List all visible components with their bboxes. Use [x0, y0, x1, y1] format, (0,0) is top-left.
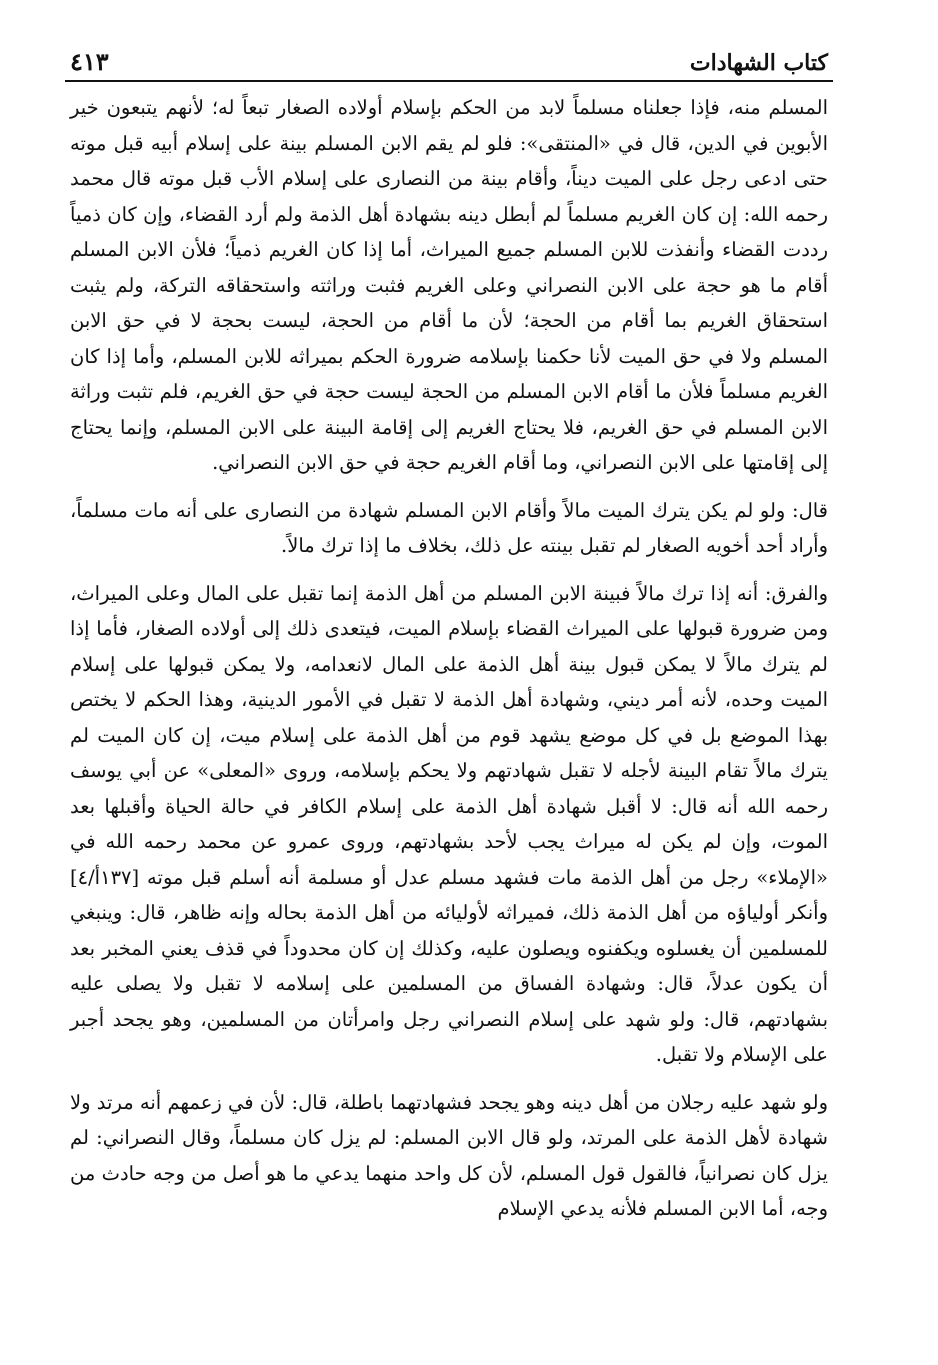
- paragraph-1: المسلم منه، فإذا جعلناه مسلماً لابد من الحكم بإسلام أولاده الصغار تبعاً له؛ لأنهم يتبعون خير الأبوين في الدين، قال في «المنتقى»: فلو لم يقم الابن المسلم بينة على إسلام أبيه قبل موته حتى ادعى رجل على الميت ديناً، وأقام بينة من النصارى على إسلام الأب قبل موته قال محمد رحمه الله: إن كان الغريم مسلماً لم أبطل دينه بشهادة أهل الذمة ولم أرد القضاء، وإن كان ذمياً رددت القضاء وأنفذت للابن المسلم جميع الميراث، أما إذا كان الغريم ذمياً؛ فلأن الابن المسلم أقام ما هو حجة على الابن النصراني وعلى الغريم فثبت وراثته واستحقاقه التركة، ولم يثبت استحقاق الغريم بما أقام من الحجة؛ لأن ما أقام من الحجة، ليست بحجة لا في حق الابن المسلم ولا في حق الميت لأنا حكمنا بإسلامه ضرورة الحكم بميراثه للابن المسلم، وأما إذا كان الغريم مسلماً فلأن ما أقام الابن المسلم من الحجة ليست حجة في حق الغريم، فلم تثبت وراثة الابن المسلم في حق الغريم، فلا يحتاج الغريم إلى إقامة البينة على الابن المسلم، وإنما يحتاج إلى إقامتها على الابن النصراني، وما أقام الغريم حجة في حق الابن النصراني.: [70, 96, 828, 474]
- page-number: ٤١٣: [70, 47, 109, 76]
- page-header: [65, 34, 833, 82]
- book-page: [70, 34, 828, 1355]
- running-title: كتاب الشهادات: [689, 50, 828, 76]
- paragraph-2: قال: ولو لم يكن يترك الميت مالاً وأقام الابن المسلم شهادة من النصارى على أنه مات مسلماً، وأراد أحد أخويه الصغار لم تقبل بينته عل ذلك، بخلاف ما إذا ترك مالاً.: [70, 498, 828, 557]
- paragraph-3: والفرق: أنه إذا ترك مالاً فبينة الابن المسلم من أهل الذمة إنما تقبل على المال وعلى الميراث، ومن ضرورة قبولها على الميراث القضاء بإسلام الميت، فيتعدى ذلك إلى أولاده الصغار، فأما إذا لم يترك مالاً لا يمكن قبول بينة أهل الذمة على المال لانعدامه، ولا يمكن قبولها على إسلام الميت وحده، لأنه أمر ديني، وشهادة أهل الذمة لا تقبل في الأمور الدينية، وهذا الحكم لا يختص بهذا الموضع بل في كل موضع يشهد قوم من أهل الذمة على إسلام ميت، إن كان الميت لم يترك مالاً تقام البينة لأجله لا تقبل شهادتهم ولا يحكم بإسلامه، وروى «المعلى» عن أبي يوسف رحمه الله أنه قال: لا أقبل شهادة أهل الذمة على إسلام الكافر في حالة الحياة وأقبلها بعد الموت، وإن لم يكن له ميراث يجب لأحد بشهادتهم، وروى عمرو عن محمد رحمه الله في «الإملاء» رجل من أهل الذمة مات فشهد مسلم عدل أو مسلمة أنه أسلم قبل موته [١٣٧أ/٤] وأنكر أولياؤه من أهل الذمة ذلك، فميراثه لأوليائه من أهل الذمة بحاله وإنه ظاهر، قال: وينبغي للمسلمين أن يغسلوه ويكفنوه ويصلون عليه، وكذلك إن كان محدوداً في قذف يعني المخبر بعد أن يكون عدلاً، قال: وشهادة الفساق من المسلمين على إسلامه لا تقبل ولا يصلى عليه بشهادتهم، قال: ولو شهد على إسلام النصراني رجل وامرأتان من المسلمين، وهو يجحد أجبر على الإسلام ولا تقبل.: [70, 581, 828, 1066]
- paragraph-4: ولو شهد عليه رجلان من أهل دينه وهو يجحد فشهادتهما باطلة، قال: لأن في زعمهم أنه مرتد ولا شهادة لأهل الذمة على المرتد، ولو قال الابن المسلم: لم يزل كان مسلماً، وقال النصراني: لم يزل كان نصرانياً، فالقول قول المسلم، لأن كل واحد منهما يدعي ما هو أصل من وجه حادث من وجه، أما الابن المسلم فلأنه يدعي الإسلام: [70, 1090, 828, 1220]
- page-body: [70, 90, 828, 1227]
